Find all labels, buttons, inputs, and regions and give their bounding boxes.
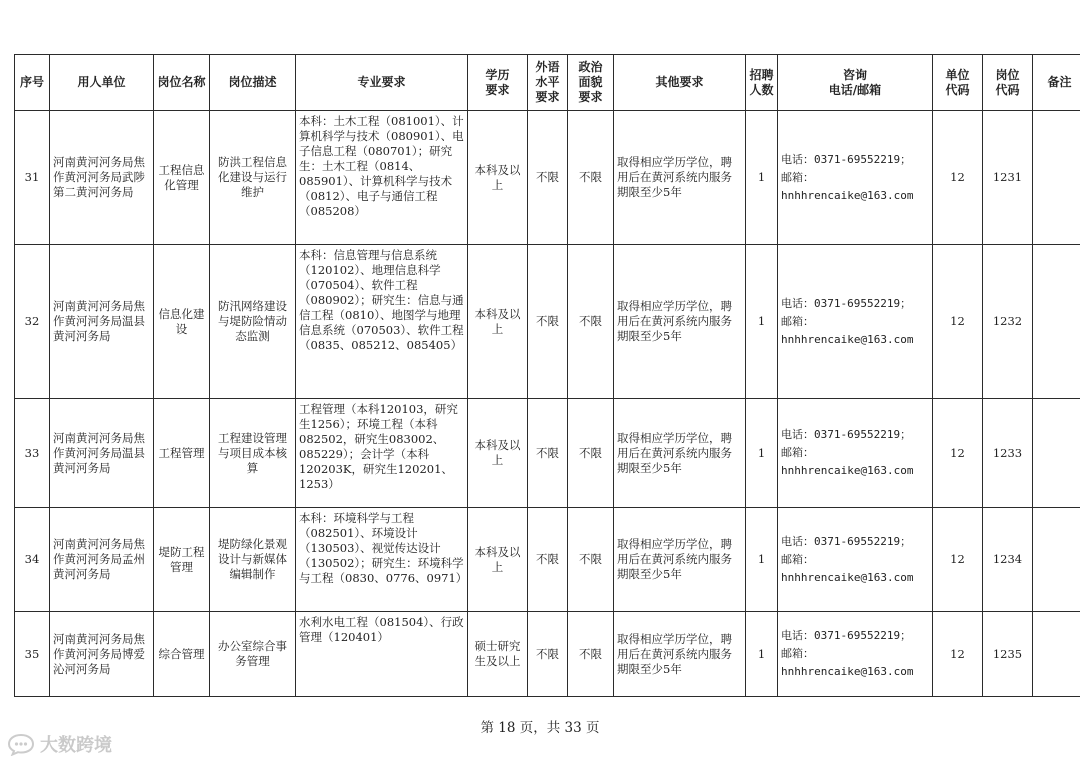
phone-text: 电话：0371-69552219； — [781, 296, 912, 310]
header-education: 学历 要求 — [468, 55, 528, 111]
seq-cell: 31 — [15, 111, 50, 245]
politics-cell: 不限 — [568, 612, 614, 697]
post-name-cell: 信息化建设 — [154, 245, 210, 399]
language-cell: 不限 — [528, 612, 568, 697]
education-cell: 本科及以上 — [468, 508, 528, 612]
contact-cell — [778, 111, 933, 245]
education-cell: 本科及以上 — [468, 245, 528, 399]
remark-cell — [1033, 245, 1080, 399]
major-cell: 水利水电工程（081504）、行政管理（120401） — [296, 612, 468, 697]
header-row — [15, 55, 1080, 111]
header-other: 其他要求 — [614, 55, 746, 111]
table-row — [15, 508, 1080, 612]
post-name-cell: 综合管理 — [154, 612, 210, 697]
phone-text: 电话：0371-69552219； — [781, 629, 912, 642]
headcount-cell: 1 — [746, 508, 778, 612]
major-cell: 本科：环境科学与工程（082501）、环境设计（130503）、视觉传达设计（130502）；研究生：环境科学与工程（0830、0776、0971） — [296, 508, 468, 612]
email-label: 邮箱： — [781, 647, 814, 660]
contact-cell — [778, 245, 933, 399]
post-name-cell: 工程信息化管理 — [154, 111, 210, 245]
unit-code-cell: 12 — [933, 508, 983, 612]
language-cell: 不限 — [528, 111, 568, 245]
phone-text: 电话：0371-69552219； — [781, 534, 912, 548]
unit-code-cell: 12 — [933, 245, 983, 399]
email-label: 邮箱： — [781, 552, 814, 566]
remark-cell — [1033, 508, 1080, 612]
other-cell: 取得相应学历学位，聘用后在黄河系统内服务期限至少5年 — [614, 612, 746, 697]
seq-cell: 33 — [15, 399, 50, 508]
header-employer: 用人单位 — [50, 55, 154, 111]
header-politics: 政治 面貌 要求 — [568, 55, 614, 111]
other-cell: 取得相应学历学位，聘用后在黄河系统内服务期限至少5年 — [614, 111, 746, 245]
email-label: 邮箱： — [781, 314, 814, 328]
seq-cell: 34 — [15, 508, 50, 612]
employer-cell: 河南黄河河务局焦作黄河河务局温县黄河河务局 — [50, 399, 154, 508]
header-major: 专业要求 — [296, 55, 468, 111]
major-cell: 本科：土木工程（081001）、计算机科学与技术（080901）、电子信息工程（080701）；研究生：土木工程（0814、085901）、计算机科学与技术（0812）、电子与通信工程（085208） — [296, 111, 468, 245]
politics-cell: 不限 — [568, 111, 614, 245]
post-desc-cell: 防汛网络建设与堤防险情动态监测 — [210, 245, 296, 399]
header-post-name: 岗位名称 — [154, 55, 210, 111]
watermark — [6, 730, 112, 758]
email-label: 邮箱： — [781, 170, 814, 184]
remark-cell — [1033, 111, 1080, 245]
post-name-cell: 堤防工程管理 — [154, 508, 210, 612]
recruitment-table — [14, 54, 1080, 697]
unit-code-cell: 12 — [933, 612, 983, 697]
speech-bubble-logo-icon — [6, 732, 36, 756]
phone-text: 电话：0371-69552219； — [781, 152, 912, 166]
post-desc-cell: 工程建设管理与项目成本核算 — [210, 399, 296, 508]
education-cell: 本科及以上 — [468, 111, 528, 245]
header-unit-code: 单位 代码 — [933, 55, 983, 111]
header-language: 外语 水平 要求 — [528, 55, 568, 111]
email-text: hnhhrencaike@163.com — [781, 188, 914, 202]
header-post-desc: 岗位描述 — [210, 55, 296, 111]
post-code-cell: 1232 — [983, 245, 1033, 399]
unit-code-cell: 12 — [933, 399, 983, 508]
politics-cell: 不限 — [568, 508, 614, 612]
education-cell: 本科及以上 — [468, 399, 528, 508]
major-cell: 本科：信息管理与信息系统（120102）、地理信息科学（070504）、软件工程（080902）；研究生：信息与通信工程（0810）、地图学与地理信息系统（070503）、软件工程（0835、085212、085405） — [296, 245, 468, 399]
header-post-code: 岗位 代码 — [983, 55, 1033, 111]
politics-cell: 不限 — [568, 399, 614, 508]
post-desc-cell: 堤防绿化景观设计与新媒体编辑制作 — [210, 508, 296, 612]
language-cell: 不限 — [528, 245, 568, 399]
education-cell: 硕士研究生及以上 — [468, 612, 528, 697]
table-row — [15, 245, 1080, 399]
header-remark: 备注 — [1033, 55, 1080, 111]
major-cell: 工程管理（本科120103，研究生1256）；环境工程（本科082502，研究生083002、085229）；会计学（本科120203K，研究生120201、1253） — [296, 399, 468, 508]
employer-cell: 河南黄河河务局焦作黄河河务局博爱沁河河务局 — [50, 612, 154, 697]
seq-cell: 32 — [15, 245, 50, 399]
unit-code-cell: 12 — [933, 111, 983, 245]
post-code-cell: 1233 — [983, 399, 1033, 508]
headcount-cell: 1 — [746, 245, 778, 399]
headcount-cell: 1 — [746, 612, 778, 697]
table-row — [15, 111, 1080, 245]
email-text: hnhhrencaike@163.com — [781, 570, 914, 584]
email-text: hnhhrencaike@163.com — [781, 464, 914, 477]
header-seq: 序号 — [15, 55, 50, 111]
header-headcount: 招聘 人数 — [746, 55, 778, 111]
watermark-text: 大数跨境 — [40, 735, 112, 756]
contact-cell — [778, 612, 933, 697]
table-row — [15, 612, 1080, 697]
post-name-cell: 工程管理 — [154, 399, 210, 508]
contact-cell — [778, 399, 933, 508]
other-cell: 取得相应学历学位，聘用后在黄河系统内服务期限至少5年 — [614, 399, 746, 508]
post-desc-cell: 防洪工程信息化建设与运行维护 — [210, 111, 296, 245]
post-code-cell: 1231 — [983, 111, 1033, 245]
email-text: hnhhrencaike@163.com — [781, 665, 914, 678]
header-contact: 咨询 电话/邮箱 — [778, 55, 933, 111]
page-number: 第 18 页，共 33 页 — [480, 720, 600, 736]
politics-cell: 不限 — [568, 245, 614, 399]
other-cell: 取得相应学历学位，聘用后在黄河系统内服务期限至少5年 — [614, 508, 746, 612]
employer-cell: 河南黄河河务局焦作黄河河务局武陟第二黄河河务局 — [50, 111, 154, 245]
email-label: 邮箱： — [781, 446, 814, 459]
post-code-cell: 1234 — [983, 508, 1033, 612]
language-cell: 不限 — [528, 508, 568, 612]
phone-text: 电话：0371-69552219； — [781, 428, 912, 441]
headcount-cell: 1 — [746, 399, 778, 508]
table-row — [15, 399, 1080, 508]
post-desc-cell: 办公室综合事务管理 — [210, 612, 296, 697]
other-cell: 取得相应学历学位，聘用后在黄河系统内服务期限至少5年 — [614, 245, 746, 399]
contact-cell — [778, 508, 933, 612]
seq-cell: 35 — [15, 612, 50, 697]
employer-cell: 河南黄河河务局焦作黄河河务局孟州黄河河务局 — [50, 508, 154, 612]
headcount-cell: 1 — [746, 111, 778, 245]
employer-cell: 河南黄河河务局焦作黄河河务局温县黄河河务局 — [50, 245, 154, 399]
remark-cell — [1033, 399, 1080, 508]
email-text: hnhhrencaike@163.com — [781, 332, 914, 346]
language-cell: 不限 — [528, 399, 568, 508]
remark-cell — [1033, 612, 1080, 697]
post-code-cell: 1235 — [983, 612, 1033, 697]
